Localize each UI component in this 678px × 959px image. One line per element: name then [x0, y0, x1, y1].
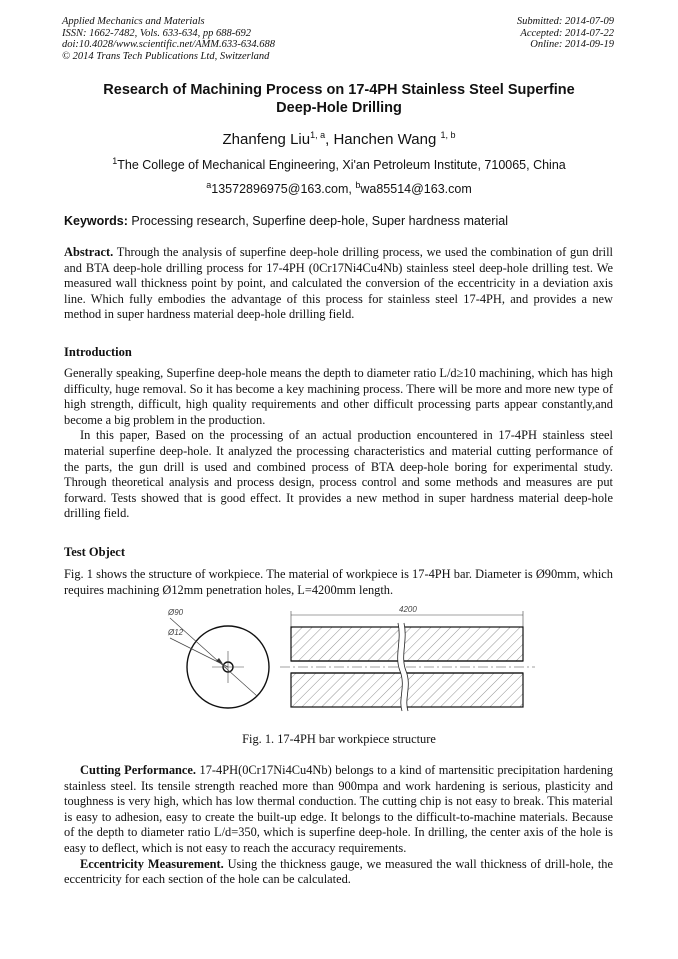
eccentricity-label: Eccentricity Measurement. — [80, 856, 224, 871]
leader-inner — [170, 638, 228, 667]
keywords — [64, 214, 508, 228]
author-separator: , — [325, 131, 334, 148]
introduction-body — [64, 366, 613, 522]
longitudinal-view — [280, 605, 535, 711]
journal-header — [62, 16, 275, 62]
figure-caption: Fig. 1. 17-4PH bar workpiece structure — [242, 732, 436, 746]
workpiece-figure — [150, 601, 545, 723]
author-1-sup: 1, a — [310, 130, 326, 140]
accepted-date: Accepted: 2014-07-22 — [520, 27, 614, 39]
cutting-label: Cutting Performance. — [80, 763, 197, 777]
eccentricity-text: Using the thickness gauge, we measured the wall thickness of drill-hole, the eccentricity for each section of the hole can be calculated. — [64, 856, 613, 887]
test-object-paragraph: Fig. 1 shows the structure of workpiece. The material of workpiece is 17-4PH bar. Diameter is Ø90mm, which requires machining Ø12mm penetration holes, L=4200mm length. — [64, 567, 613, 597]
issn-line: ISSN: 1662-7482, Vols. 633-634, pp 688-692 — [62, 27, 251, 39]
cutting-text: 17-4PH(0Cr17Ni4Cu4Nb) belongs to a kind of martensitic precipitation hardening stainless steel. Its tensile strength reached more than 900mpa and work hardening is serious, plasticity and toughness is very high, which has low thermal conduction. The cutting chip is not easy to break. This material is easy to adhesion, easy to create the built-up edge. It belongs to the difficult-to-machine materials. Because of the depth to diameter ratio L/d=350, which is superfine deep-hole. In drilling, the center axis of the hole is easy to deflect, which is not easy to reach the accuracy requirements. — [64, 763, 613, 855]
authors — [0, 130, 678, 148]
dim-outer-label: Ø90 — [168, 608, 184, 617]
author-1: Zhanfeng Liu — [222, 131, 311, 148]
dim-length-label: 4200 — [399, 605, 417, 614]
dates-header — [517, 16, 614, 51]
affiliation-sup: 1 — [112, 156, 118, 166]
journal-name: Applied Mechanics and Materials — [62, 16, 205, 27]
doi-line: doi:10.4028/www.scientific.net/AMM.633-634.688 — [62, 39, 275, 50]
title-line-2: Deep-Hole Drilling — [276, 100, 402, 116]
author-2: Hanchen Wang — [333, 131, 437, 148]
title-line-1: Research of Machining Process on 17-4PH Stainless Steel Superfine — [103, 82, 575, 98]
intro-paragraph-2: In this paper, Based on the processing of an actual production encountered in 17-4PH stainless steel material superfine deep-hole. It analyzed the processing characteristics and material cutting performance of the parts, the gun drill is used and combined process of BTA deep-hole boring for experimental study. Through theoretical analysis and process design, process control and some methods and measures are put forward. Tests showed that is good effect. It provides a new method in super hardness material deep-hole drilling field. — [64, 428, 613, 521]
emails — [0, 180, 678, 196]
bar-upper-wall — [291, 627, 523, 661]
paper-title — [60, 81, 618, 117]
email-b: wa85514@163.com — [360, 182, 472, 197]
cutting-performance-body — [64, 763, 613, 888]
email-a-sup: a — [206, 180, 212, 190]
dim-inner-label: Ø12 — [168, 628, 184, 637]
section-heading-test-object: Test Object — [64, 545, 125, 559]
abstract-label: Abstract. — [64, 245, 114, 259]
keywords-text: Processing research, Superfine deep-hole, Super hardness material — [127, 214, 508, 228]
keywords-label: Keywords: — [64, 214, 128, 228]
submitted-date: Submitted: 2014-07-09 — [516, 16, 614, 27]
test-object-body — [64, 567, 613, 598]
online-date: Online: 2014-09-19 — [530, 39, 614, 50]
abstract — [64, 245, 613, 323]
intro-paragraph-1: Generally speaking, Superfine deep-hole means the depth to diameter ratio L/d≥10 machining, which has high difficulty, huge removal. So it has become a key machining process. There will be more and more new type of high strength, difficult, high quality requirements and other difficult processing parts appear constantly,and become a big problem in the production. — [64, 366, 613, 427]
cross-section-view — [167, 608, 269, 708]
affiliation-text: The College of Mechanical Engineering, Xi'an Petroleum Institute, 710065, China — [117, 158, 566, 173]
email-a: 13572896975@163.com, — [211, 182, 356, 197]
copyright-line: © 2014 Trans Tech Publications Ltd, Switzerland — [62, 50, 270, 62]
email-b-sup: b — [355, 180, 361, 190]
abstract-text: Through the analysis of superfine deep-hole drilling process, we used the combination of gun drill and BTA deep-hole drilling process for 17-4PH (0Cr17Ni4Cu4Nb) stainless steel deep-hole drilling test. We measured wall thickness point by point, and calculated the conversion of the eccentricity in a deviation axis line. Which fully embodies the advantage of this process for stainless steel 17-4PH, and provides a new method in super hardness material deep-hole drilling field. — [64, 245, 613, 322]
author-2-sup: 1, b — [440, 130, 456, 140]
section-heading-introduction: Introduction — [64, 345, 132, 359]
affiliation — [0, 156, 678, 172]
